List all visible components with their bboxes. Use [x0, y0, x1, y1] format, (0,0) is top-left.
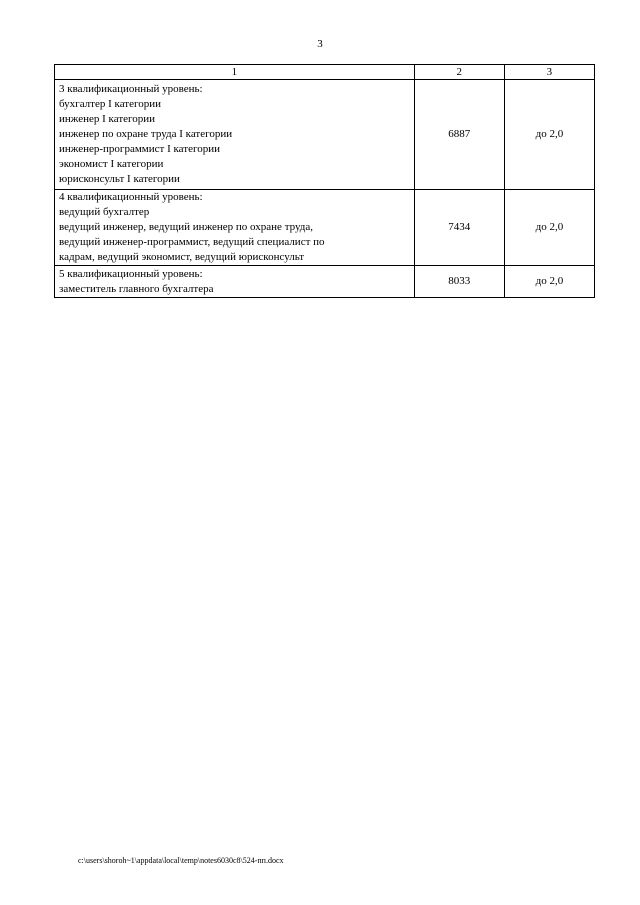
position-line: экономист I категории: [59, 158, 164, 170]
table-row: [55, 266, 595, 298]
position-line: инженер I категории: [59, 113, 156, 125]
qualification-level-cell: [55, 80, 415, 190]
qualification-level-cell: [55, 266, 415, 298]
column-header: 2: [414, 65, 504, 80]
page-number: 3: [317, 38, 323, 50]
level-title: 4 квалификационный уровень:: [59, 191, 203, 203]
salary-cell: 6887: [414, 80, 504, 190]
position-line: инженер-программист I категории: [59, 143, 220, 155]
salary-cell: 7434: [414, 190, 504, 266]
column-header: 3: [504, 65, 594, 80]
position-line: инженер по охране труда I категории: [59, 128, 233, 140]
position-line: ведущий бухгалтер: [59, 206, 150, 218]
table-row: [55, 80, 595, 190]
coefficient-cell: до 2,0: [504, 266, 594, 298]
salary-cell: 8033: [414, 266, 504, 298]
position-line: заместитель главного бухгалтера: [59, 282, 214, 295]
position-line: ведущий инженер, ведущий инженер по охране труда,: [59, 221, 314, 233]
position-line: кадрам, ведущий экономист, ведущий юрисконсульт: [59, 251, 305, 263]
level-title: 3 квалификационный уровень:: [59, 83, 203, 95]
qualification-level-cell: [55, 190, 415, 266]
level-title: 5 квалификационный уровень:: [59, 267, 203, 280]
file-path-footer: c:\users\shoroh~1\appdata\local\temp\notes6030c8\524-пп.docx: [78, 856, 284, 865]
table-header-row: [55, 65, 595, 80]
position-line: ведущий инженер-программист, ведущий специалист по: [59, 236, 325, 248]
coefficient-cell: до 2,0: [504, 190, 594, 266]
column-header: 1: [55, 65, 415, 80]
position-line: бухгалтер I категории: [59, 98, 161, 110]
position-line: юрисконсульт I категории: [59, 173, 180, 185]
coefficient-cell: до 2,0: [504, 80, 594, 190]
table-row: [55, 190, 595, 266]
qualification-table: [54, 64, 595, 298]
